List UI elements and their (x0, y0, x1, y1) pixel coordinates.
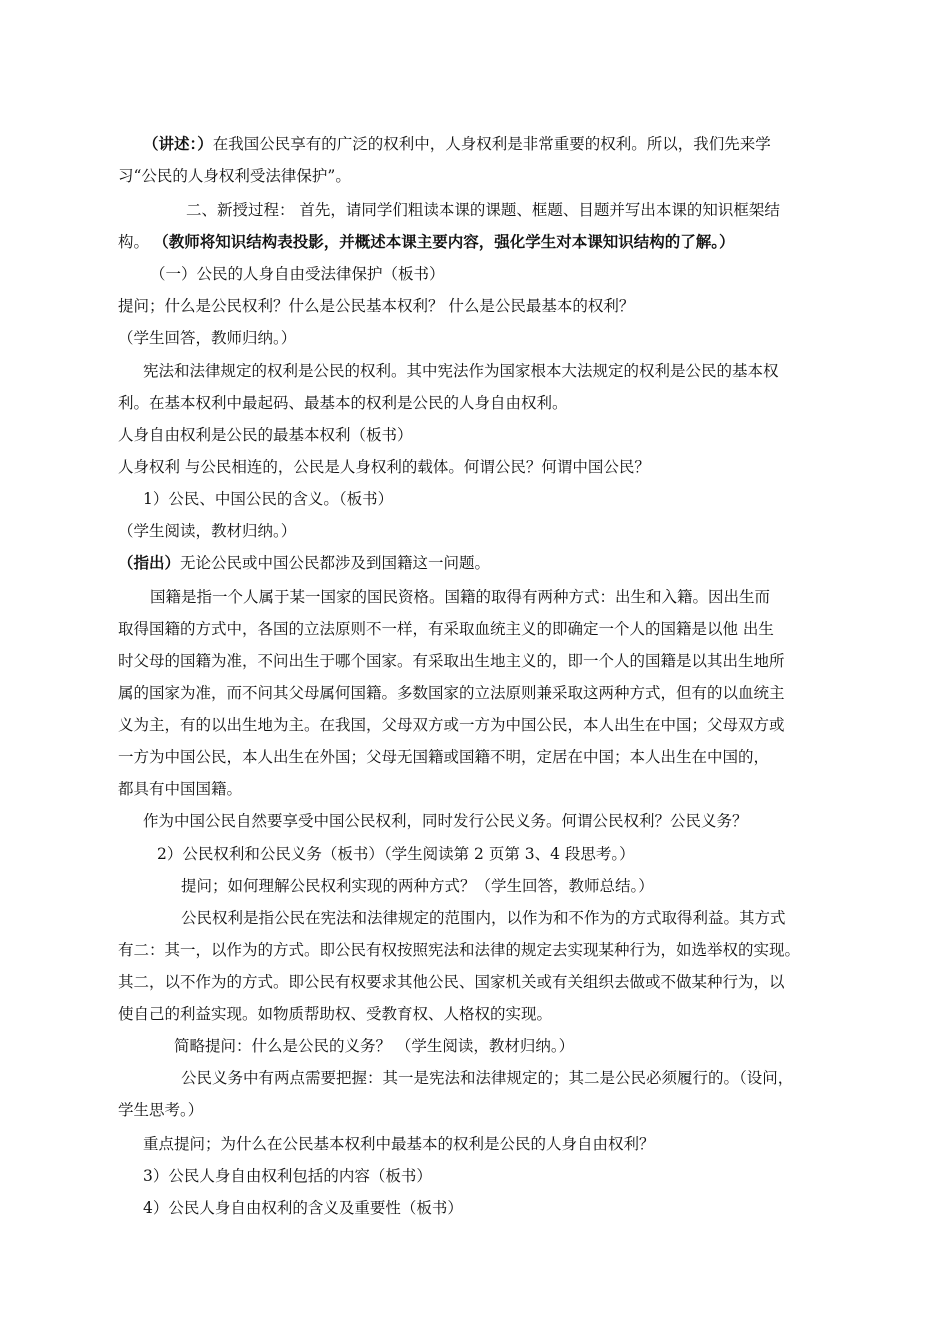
text-line: 1）公民、中国公民的含义。（板书） (143, 490, 394, 508)
text-line: 学生思考。） (118, 1101, 204, 1119)
text-line: 使自己的利益实现。如物质帮助权、受教育权、人格权的实现。 (118, 1005, 553, 1023)
text-line: （讲述：）在我国公民享有的广泛的权利中，人身权利是非常重要的权利。所以，我们先来学 (143, 134, 771, 153)
text-line: （学生阅读，教材归纳。） (118, 522, 297, 540)
text-line: （指出）无论公民或中国公民都涉及到国籍这一问题。 (118, 553, 491, 572)
text-line: 利。在基本权利中最起码、最基本的权利是公民的人身自由权利。 (118, 394, 568, 412)
text-line: 时父母的国籍为准，不问出生于哪个国家。有采取出生地主义的，即一个人的国籍是以其出生地所 (118, 652, 785, 670)
text-line: 提问；如何理解公民权利实现的两种方式？（学生回答，教师总结。） (181, 877, 654, 895)
text-line: 其二，以不作为的方式。即公民有权要求其他公民、国家机关或有关组织去做或不做某种行为，以 (118, 973, 785, 991)
text-line: 构。 （教师将知识结构表投影，并概述本课主要内容，强化学生对本课知识结构的了解。） (118, 232, 735, 251)
text-line: 属的国家为准，而不问其父母属何国籍。多数国家的立法原则兼采取这两种方式，但有的以血统主 (118, 684, 785, 702)
text-line: 作为中国公民自然要享受中国公民权利，同时发行公民义务。何谓公民权利？公民义务？ (143, 812, 748, 830)
text-line: 宪法和法律规定的权利是公民的权利。其中宪法作为国家根本大法规定的权利是公民的基本权 (143, 362, 779, 380)
text-line: 提问；什么是公民权利？什么是公民基本权利？ 什么是公民最基本的权利？ (118, 297, 635, 315)
text-line: 2）公民权利和公民义务（板书）（学生阅读第 2 页第 3、4 段思考。） (157, 845, 635, 863)
bold-label: （指出） (118, 553, 181, 572)
text-line: 3）公民人身自由权利包括的内容（板书） (143, 1167, 432, 1185)
section-heading: （一）公民的人身自由受法律保护（板书） (150, 265, 445, 283)
text-line: 都具有中国国籍。 (118, 780, 243, 798)
text-line: 4）公民人身自由权利的含义及重要性（板书） (143, 1199, 463, 1217)
text-line: 国籍是指一个人属于某一国家的国民资格。国籍的取得有两种方式：出生和入籍。因出生而 (150, 588, 771, 606)
text-line: 习“公民的人身权利受法律保护”。 (118, 167, 351, 185)
text-line: 人身自由权利是公民的最基本权利（板书） (118, 426, 413, 444)
text-line: 二、新授过程： 首先，请同学们粗读本课的课题、框题、目题并写出本课的知识框架结 (186, 201, 780, 219)
text-line: 重点提问；为什么在公民基本权利中最基本的权利是公民的人身自由权利？ (143, 1135, 655, 1153)
text-line: 公民义务中有两点需要把握：其一是宪法和法律规定的；其二是公民必须履行的。（设问， (181, 1069, 794, 1087)
bold-label: （讲述：） (143, 134, 213, 153)
bold-note: （教师将知识结构表投影，并概述本课主要内容，强化学生对本课知识结构的了解。） (161, 232, 735, 251)
text-line: 义为主，有的以出生地为主。在我国，父母双方或一方为中国公民，本人出生在中国；父母双方或 (118, 716, 785, 734)
text-line: 人身权利 与公民相连的，公民是人身权利的载体。何谓公民？何谓中国公民？ (118, 458, 650, 476)
text-line: 公民权利是指公民在宪法和法律规定的范围内，以作为和不作为的方式取得利益。其方式 (181, 909, 786, 927)
text-line: （学生回答，教师归纳。） (118, 329, 297, 347)
text-line: 一方为中国公民，本人出生在外国；父母无国籍或国籍不明，定居在中国；本人出生在中国的， (118, 748, 770, 766)
text-line: 有二：其一，以作为的方式。即公民有权按照宪法和法律的规定去实现某种行为，如选举权的实现。 (118, 941, 801, 959)
text-line: 取得国籍的方式中，各国的立法原则不一样，有采取血统主义的即确定一个人的国籍是以他 出生 (118, 620, 774, 638)
text-line: 简略提问：什么是公民的义务？ （学生阅读，教材归纳。） (174, 1037, 575, 1055)
